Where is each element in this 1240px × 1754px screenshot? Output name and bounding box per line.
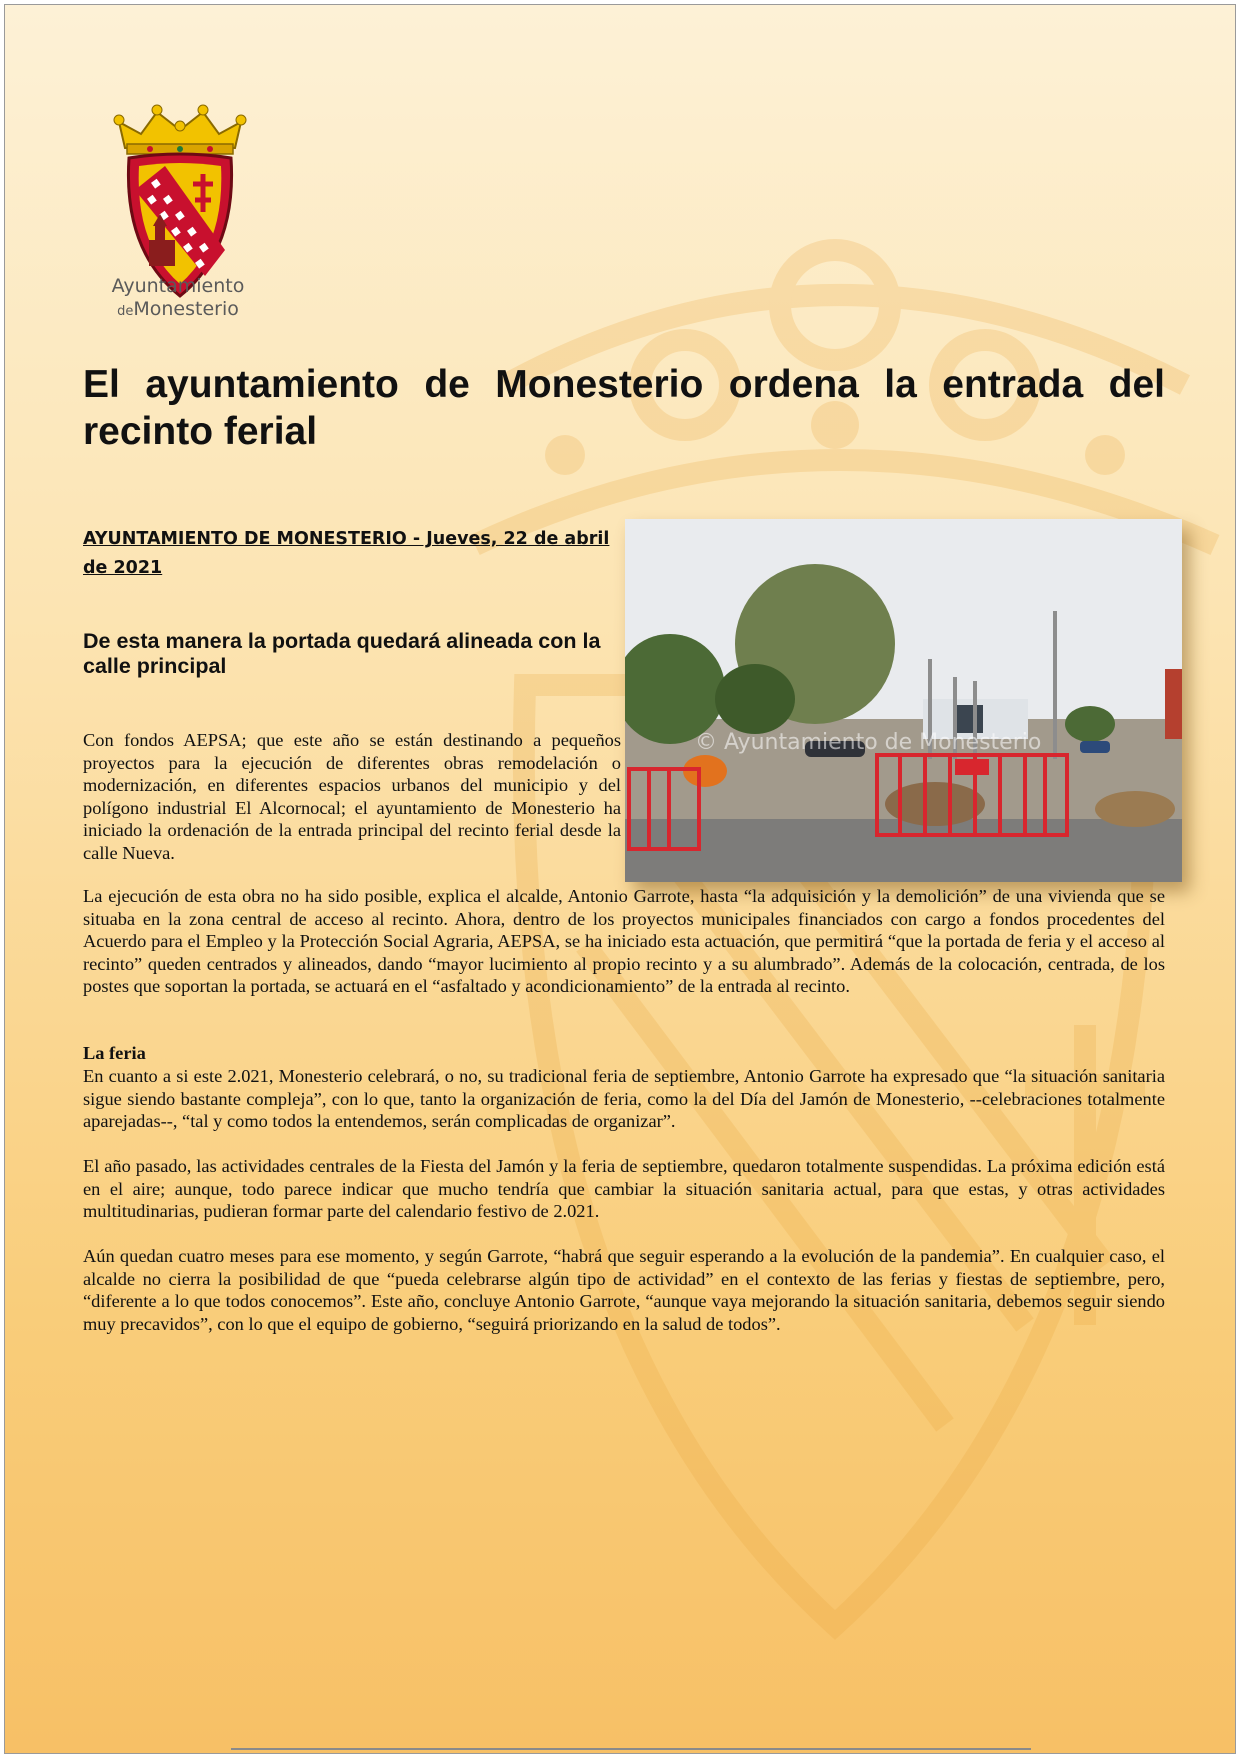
footer-divider [231,1748,1031,1750]
crown-icon [114,105,246,154]
logo-line2 [103,298,253,323]
section-heading: La feria [83,1043,146,1063]
document-page [4,4,1236,1754]
photo-watermark: © Ayuntamiento de Monesterio [695,730,1042,755]
paragraph-5: Aún quedan cuatro meses para ese momento, y según Garrote, “habrá que seguir esperando a la evolución de la pandemia”. En cualquier caso, el alcalde no cierra la posibilidad de que “pueda celebrarse algún tipo de actividad” en el contexto de las ferias y fiestas de septiembre, pero, “diferente a lo que todos conocemos”. Este año, concluye Antonio Garrote, “aunque vaya mejorando la situación sanitaria, debemos seguir siendo muy precavidos”, con lo que el equipo de gobierno, “seguirá priorizando en la salud de todos”. [83,1246,1165,1334]
paragraph-1: Con fondos AEPSA; que este año se están destinando a pequeños proyectos para la ejecución de diferentes obras remodelación o modernización, en diferentes espacios urbanos del municipio y del polígono industrial El Alcornocal; el ayuntamiento de Monesterio ha iniciado la ordenación de la entrada principal del recinto ferial desde la calle Nueva. [83,730,621,863]
article-photo [625,519,1182,882]
logo-line1: Ayuntamiento [111,275,245,297]
article-subtitle: De esta manera la portada quedará alineada con la calle principal [83,629,601,678]
logo-line2-name: Monesterio [133,298,239,320]
paragraph-3: En cuanto a si este 2.021, Monesterio celebrará, o no, su tradicional feria de septiembre, Antonio Garrote ha expresado que “la situación sanitaria sigue siendo bastante compleja”, con lo que, tanto la organización de feria, como la del Día del Jamón de Monesterio, --celebraciones totalmente aparejadas--, “tal y como todos la entendemos, serán complicadas de organizar”. [83,1066,1165,1131]
logo-line2-prefix: de [117,304,134,319]
paragraph-4: El año pasado, las actividades centrales de la Fiesta del Jamón y la feria de septiembre, quedaron totalmente suspendidas. La próxima edición está en el aire; aunque, todo parece indicar que mucho tendría que cambiar la situación sanitaria actual, para que estas, y otras actividades multitudinarias, pudieran formar parte del calendario festivo de 2.021. [83,1156,1165,1221]
logo-caption [103,275,253,323]
paragraph-2: La ejecución de esta obra no ha sido posible, explica el alcalde, Antonio Garrote, hasta “la adquisición y la demolición” de una vivienda que se situaba en la zona central de acceso al recinto. Ahora, dentro de los proyectos municipales financiados con cargo a fondos procedentes del Acuerdo para el Empleo y la Protección Social Agraria, AEPSA, se ha iniciado esta actuación, que permitirá “que la portada de feria y el acceso al recinto” queden centrados y alineados, dando “mayor lucimiento al propio recinto y a su alumbrado”. Además de la colocación, centrada, de los postes que soportan la portada, se actuará en el “asfaltado y acondicionamiento” de la entrada al recinto. [83,886,1165,996]
article-title: El ayuntamiento de Monesterio ordena la entrada del recinto ferial [83,363,1165,453]
article-byline: AYUNTAMIENTO DE MONESTERIO - Jueves, 22 de abril de 2021 [83,529,610,578]
